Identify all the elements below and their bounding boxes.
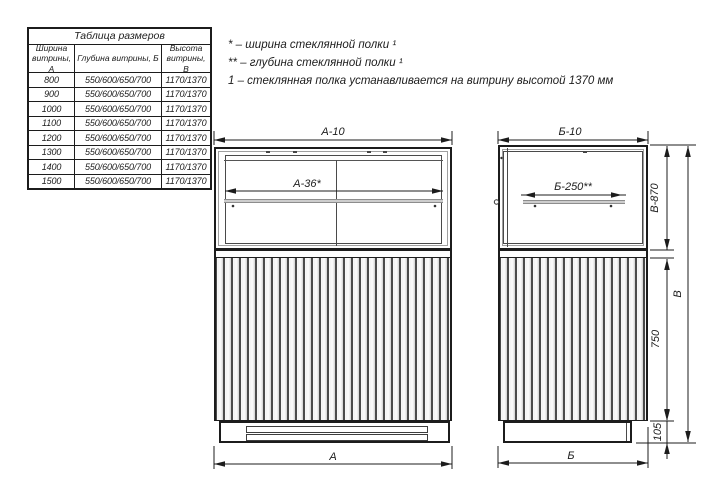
side-total-height-dimension (672, 146, 691, 442)
door-roller-tick (583, 151, 587, 153)
front-shelf-dimension (225, 178, 443, 194)
cell-height: 1170/1370 (165, 132, 207, 143)
shelf-support-dot (534, 205, 537, 208)
cell-width: 1500 (29, 175, 75, 189)
cell-depth: 550/600/650/700 (75, 175, 162, 189)
cell-height: 1170/1370 (165, 161, 207, 172)
cell-width: 1400 (29, 160, 75, 174)
column-header-height: Высота витрины, В (166, 42, 206, 74)
door-roller-tick (367, 151, 371, 153)
side-top-dimension-label: Б-10 (558, 126, 582, 138)
front-top-dimension (214, 126, 452, 145)
note-shelf-width: * – ширина стеклянной полки ¹ (228, 39, 397, 51)
cell-height: 1170/1370 (165, 118, 207, 129)
cell-depth: 550/600/650/700 (75, 102, 162, 116)
column-header-width: Ширина витрины, А (29, 45, 75, 72)
note-shelf-depth: ** – глубина стеклянной полки ¹ (228, 57, 403, 69)
cell-width: 900 (29, 88, 75, 102)
front-width-dimension-label: А (329, 451, 337, 463)
side-glass-height-label: В-870 (649, 183, 661, 213)
lock-knob (494, 200, 498, 204)
cell-height: 1170/1370 (165, 147, 207, 158)
cell-depth: 550/600/650/700 (75, 146, 162, 160)
cell-height: 1170/1370 (165, 89, 207, 100)
size-table-title: Таблица размеров (29, 29, 210, 45)
side-cabinet-height-label: 750 (650, 329, 662, 349)
side-cabinet-height-dimension (650, 258, 674, 421)
cell-height: 1170/1370 (165, 176, 207, 187)
cell-width: 800 (29, 73, 75, 87)
cell-depth: 550/600/650/700 (75, 117, 162, 131)
side-top-dimension (498, 126, 648, 144)
front-top-dimension-label: А-10 (321, 126, 345, 138)
cell-depth: 550/600/650/700 (75, 131, 162, 145)
cell-width: 1100 (29, 117, 75, 131)
door-roller-tick (293, 151, 297, 153)
cell-width: 1200 (29, 131, 75, 145)
shelf-support-dot (232, 205, 235, 208)
door-roller-tick (383, 151, 387, 153)
cell-depth: 550/600/650/700 (75, 160, 162, 174)
cell-height: 1170/1370 (165, 74, 207, 85)
shelf-support-dot (610, 205, 613, 208)
note-shelf-install: 1 – стеклянная полка устанавливается на витрину высотой 1370 мм (228, 75, 614, 87)
cell-depth: 550/600/650/700 (75, 88, 162, 102)
cell-width: 1000 (29, 102, 75, 116)
side-shelf-dimension (521, 181, 626, 198)
side-depth-dimension-label: Б (567, 450, 575, 462)
front-width-dimension (214, 446, 452, 469)
side-glass-height-dimension (649, 145, 696, 250)
door-roller-tick (266, 151, 270, 153)
column-header-depth: Глубина витрины, Б (75, 45, 162, 72)
cell-height: 1170/1370 (165, 103, 207, 114)
cell-depth: 550/600/650/700 (75, 73, 162, 87)
side-base-height-label: 105 (652, 422, 664, 442)
side-total-height-label: В (672, 290, 684, 298)
cell-width: 1300 (29, 146, 75, 160)
fastener-dot (500, 157, 502, 159)
side-depth-dimension (498, 427, 648, 468)
front-shelf-dimension-label: А-36* (293, 178, 321, 190)
side-shelf-dimension-label: Б-250** (554, 181, 592, 193)
shelf-support-dot (434, 205, 437, 208)
